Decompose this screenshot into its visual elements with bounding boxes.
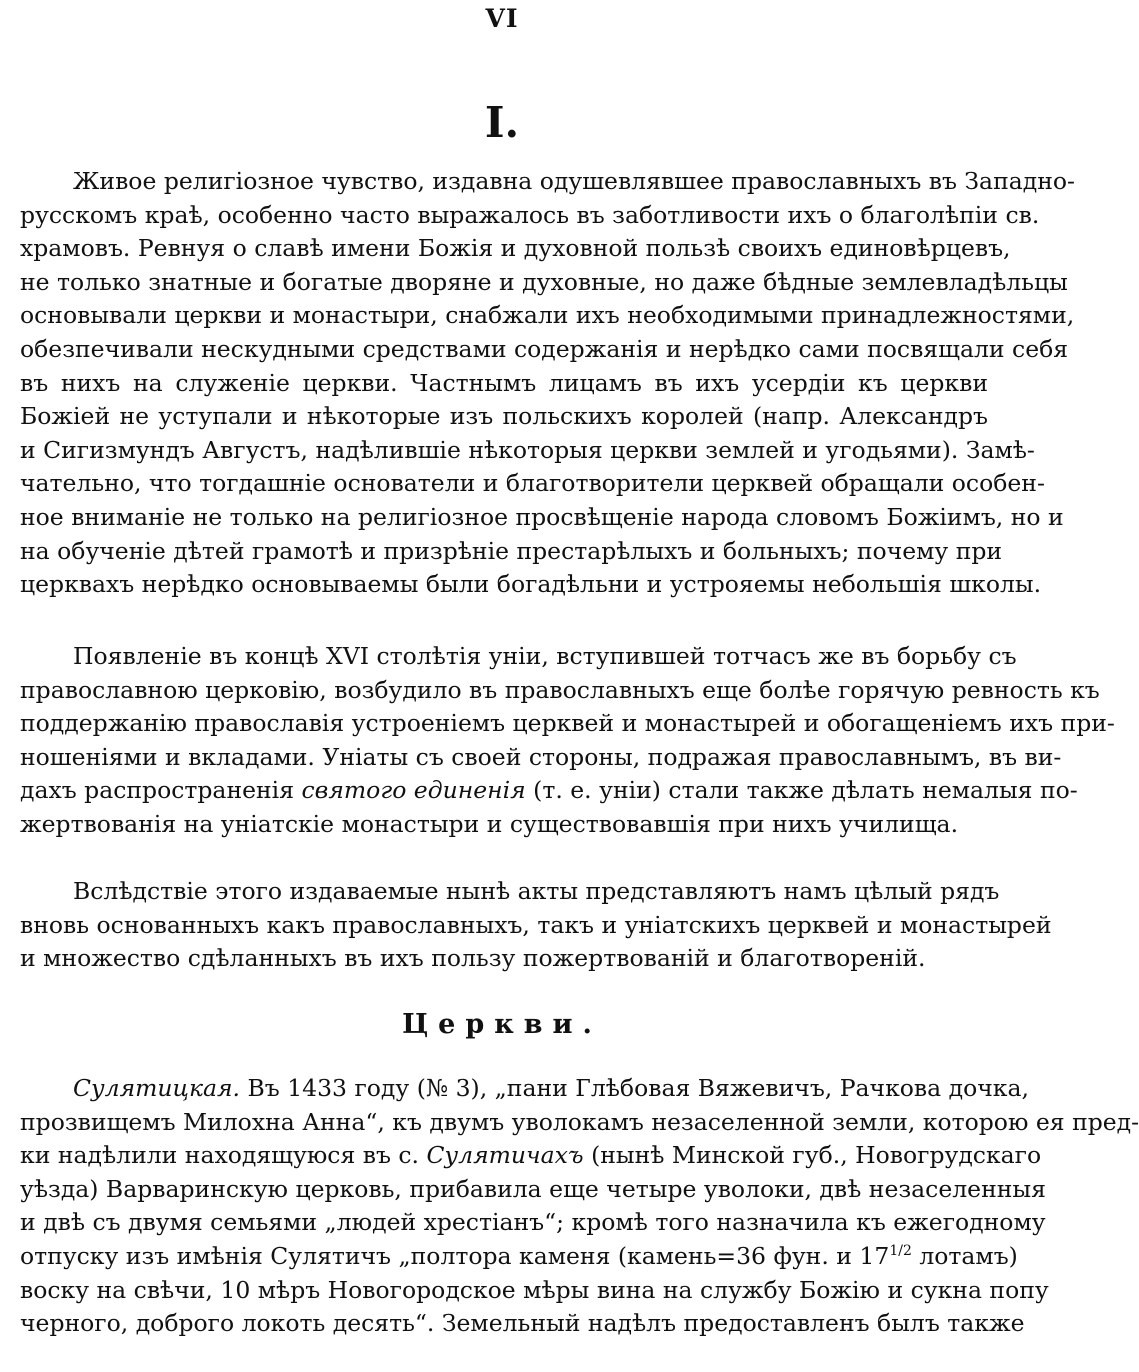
italic-place-name: Сулятичахъ [426, 1141, 584, 1170]
section-paragraph [20, 1072, 1139, 1341]
text-line: и Сигизмундъ Августъ, надѣлившiе нѣкоторыя церкви землей и угодьями). Замѣ- [20, 435, 1035, 464]
text-run: (т. е. унiи) стали также дѣлать немалыя по- [525, 776, 1078, 805]
page-folio: VI [485, 4, 519, 33]
text-line: Божiей не уступали и нѣкоторые изъ польскихъ королей (напр. Александръ [20, 402, 988, 431]
text-line: уѣзда) Варваринскую церковь, прибавила еще четыре уволоки, двѣ незаселенныя [20, 1174, 1046, 1203]
text-line: вновь основанныхъ какъ православныхъ, такъ и унiатскихъ церквей и монастырей [20, 910, 1052, 939]
text-line: Живое религiозное чувство, издавна одушевлявшее православныхъ въ Западно- [73, 167, 1075, 195]
text-line: и множество сдѣланныхъ въ ихъ пользу пожертвованiй и благотворенiй. [20, 944, 926, 973]
section-heading: Церкви. [402, 1009, 602, 1040]
text-line: Появленiе въ концѣ XVI столѣтiя унiи, вступившей тотчасъ же въ борьбу съ [73, 642, 1017, 670]
paragraph-2 [20, 640, 1115, 842]
text-run: дахъ распространенiя [20, 776, 302, 805]
text-line: въ нихъ на служенiе церкви. Частнымъ лицамъ въ ихъ усердiи къ церкви [20, 368, 988, 397]
fraction-superscript: 1/2 [889, 1242, 912, 1259]
text-line: ное вниманiе не только на религiозное просвѣщенiе народа словомъ Божiимъ, но и [20, 502, 1064, 531]
text-line: обезпечивали нескудными средствами содержанiя и нерѣдко сами посвящали себя [20, 334, 1069, 363]
text-line: черного, доброго локоть десять“. Земельный надѣлъ предоставленъ былъ также [20, 1309, 1025, 1338]
text-line: не только знатные и богатые дворяне и духовные, но даже бѣдные землевладѣльцы [20, 267, 1068, 296]
text-line: поддержанiю православiя устроенiемъ церквей и монастырей и обогащенiемъ ихъ при- [20, 709, 1115, 738]
text-line-with-italic [20, 1072, 1029, 1106]
text-line-with-italic [20, 1139, 1042, 1173]
text-line: воску на свѣчи, 10 мѣръ Новогородское мѣры вина на службу Божiю и сукна попу [20, 1275, 1049, 1304]
text-line-with-italic [20, 774, 1078, 808]
text-line: церквахъ нерѣдко основываемы были богадѣльни и устрояемы небольшiя школы. [20, 570, 1042, 599]
text-run: лотамъ) [911, 1241, 1018, 1270]
text-line-with-fraction [20, 1240, 1018, 1274]
text-line: храмовъ. Ревнуя о славѣ имени Божiя и духовной пользѣ своихъ единовѣрцевъ, [20, 234, 1011, 263]
text-run: Въ 1433 году (№ 3), „пани Глѣбовая Вяжевичъ, Рачкова дочка, [240, 1074, 1029, 1102]
text-line: православною церковiю, возбудило въ православныхъ еще болѣе горячую ревность къ [20, 675, 1100, 704]
text-run: (нынѣ Минской губ., Новогрудскаго [583, 1141, 1042, 1170]
text-line: прозвищемъ Милохна Анна“, къ двумъ уволокамъ незаселенной земли, которою ея пред- [20, 1107, 1139, 1136]
text-line: основывали церкви и монастыри, снабжали ихъ необходимыми принадлежностями, [20, 301, 1075, 330]
text-line: и двѣ съ двумя семьями „людей хрестiанъ“; кромѣ того назначила къ ежегодному [20, 1208, 1046, 1237]
text-line: на обученiе дѣтей грамотѣ и призрѣнiе престарѣлыхъ и больныхъ; почему при [20, 536, 1003, 565]
italic-phrase: святого единенiя [301, 776, 526, 805]
paragraph-1 [20, 165, 1075, 602]
text-line: чательно, что тогдашнiе основатели и благотворители церквей обращали особен- [20, 469, 1045, 498]
text-line: ношенiями и вкладами. Унiаты съ своей стороны, подражая православнымъ, въ ви- [20, 742, 1062, 771]
text-line: Вслѣдствiе этого издаваемые нынѣ акты представляютъ намъ цѣлый рядъ [73, 877, 1000, 905]
entry-title-italic: Сулятицкая. [73, 1074, 241, 1102]
part-numeral: I. [484, 98, 520, 147]
paragraph-3 [20, 875, 1052, 976]
text-line: русскомъ краѣ, особенно часто выражалось въ заботливости ихъ о благолѣпiи св. [20, 200, 1040, 229]
text-line: жертвованiя на унiатскiе монастыри и существовавшiя при нихъ училища. [20, 809, 959, 838]
text-run: отпуску изъ имѣнiя Сулятичъ „полтора каменя (камень=36 фун. и 17 [20, 1241, 890, 1270]
text-run: ки надѣлили находящуюся въ с. [20, 1141, 427, 1170]
